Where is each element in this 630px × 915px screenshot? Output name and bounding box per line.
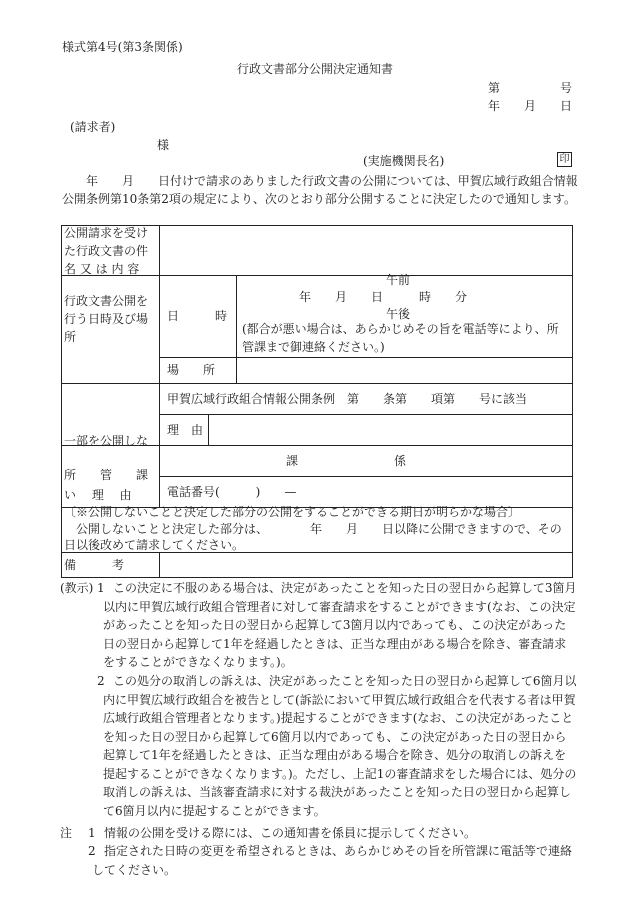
document-number: 第 号 xyxy=(488,81,573,95)
disclosure-date-note: 〔※公開しないことと決定した部分の公開をすることができる期日が明らかな場合〕 xyxy=(64,505,521,519)
place-label: 場 所 xyxy=(167,363,216,377)
instruction-item: この処分の取消しの訴えは、決定があったことを知った日の翌日から起算して6箇月以内に甲賀広域行政組合を被告として(訴訟において甲賀広域行政組合を代表する者は甲賀広域行政組合管理者となります。)提起することができます(なお、この決定があったことを知った日の翌日から起算して6箇月以内であっても、この決定があった日の翌日から起算して1年を経過したときは、正当な理由がある場合を除き、処分の取消しの訴えを提起することができなくなります。)。ただし、上記1の審査請求をした場合には、処分の取消しの訴えは、当該審査請求に対する裁決があったことを知った日の翌日から起算して6箇月以内に提起することができます。 xyxy=(103,674,577,818)
instruction-item: この決定に不服のある場合は、決定があったことを知った日の翌日から起算して3箇月以内に甲賀広域行政組合管理者に対して審査請求をすることができます(なお、この決定があったことを知った日の翌日から起算して3箇月以内であっても、この決定があった日の翌日から起算して1年を経過したときは、正当な理由がある場合を除き、審査請求をすることができなくなります。)。 xyxy=(103,581,577,669)
requester-label: (請求者) xyxy=(70,120,116,134)
document-title: 行政文書部分公開決定通知書 xyxy=(236,62,393,76)
datetime-note: (都合が悪い場合は、あらかじめその旨を電話等により、所管課まで御連絡ください。) xyxy=(242,322,559,354)
note-item: 指定された日時の変更を希望されるときは、あらかじめその旨を所管課に電話等で連絡してください。 xyxy=(92,844,573,877)
section-fields: 課 係 xyxy=(286,454,407,468)
phone-number: 電話番号( ) — xyxy=(167,485,297,499)
nondisclosure-reason-label: 一部を公開しな い 理 由 xyxy=(64,434,149,502)
note-number: 2 xyxy=(88,844,96,858)
responsible-section-label: 所 管 課 xyxy=(64,468,149,482)
honorific: 様 xyxy=(157,138,170,152)
disclosure-date-line-2: 日以後改めて請求してください。 xyxy=(64,538,245,552)
document-name-label: 公開請求を受け た行政文書の件 名 又 は 内 容 xyxy=(64,226,149,276)
instruction-number: 2 xyxy=(97,674,105,688)
document-date: 年 月 日 xyxy=(488,99,573,113)
instruction-label: (教示) xyxy=(60,581,94,595)
ordinance-reference: 甲賀広域行政組合情報公開条例 第 条第 項第 号に該当 xyxy=(167,392,528,406)
reason-label: 理 由 xyxy=(167,423,204,437)
form-number: 様式第4号(第3条関係) xyxy=(62,40,183,54)
instruction-number: 1 xyxy=(97,581,105,595)
intro-paragraph: 年 月 日付けで請求のありました行政文書の公開については、甲賀広域行政組合情報公開条例第10条第2項の規定により、次のとおり部分公開することに決定したので通知します。 xyxy=(62,174,578,206)
datetime-fields: 年 月 日 時 分 xyxy=(299,290,468,304)
datetime-label: 日 時 xyxy=(167,309,228,323)
am-label: 午前 xyxy=(386,273,411,287)
seal-stamp: 印 xyxy=(557,152,572,167)
notes-label: 注 xyxy=(60,826,73,840)
disclosure-date-line: 公開しないことと決定した部分は、 年 月 日以降に公開できますので、その xyxy=(76,522,562,536)
disclosure-datetime-place-label: 行政文書公開を 行う日時及び場 所 xyxy=(64,294,149,344)
note-number: 1 xyxy=(88,826,96,840)
remarks-label: 備 考 xyxy=(64,558,125,572)
pm-label: 午後 xyxy=(386,307,411,321)
note-item: 情報の公開を受ける際には、この通知書を係員に提示してください。 xyxy=(104,826,477,840)
organization-head: (実施機関長名) xyxy=(363,154,445,168)
